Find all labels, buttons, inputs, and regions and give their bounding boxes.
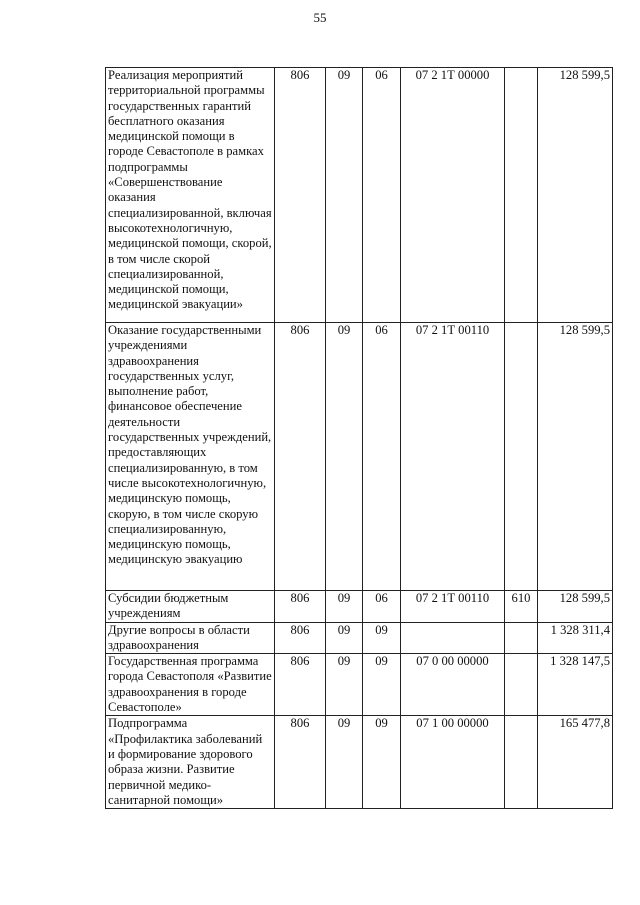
row-name: Государственная программа города Севастополя «Развитие здравоохранения в городе Севастополе» [106, 654, 275, 716]
row-expense-type: 610 [505, 591, 538, 623]
row-grbs: 806 [275, 591, 326, 623]
page-number: 55 [313, 10, 327, 25]
row-target-article: 07 2 1Т 00110 [401, 591, 505, 623]
row-name: Подпрограмма «Профилактика заболеваний и формирование здорового образа жизни. Развитие первичной медико-санитарной помощи» [106, 716, 275, 809]
row-target-article [401, 622, 505, 654]
row-grbs: 806 [275, 68, 326, 323]
table-row [106, 323, 613, 591]
row-section: 09 [326, 654, 363, 716]
table-row [106, 591, 613, 623]
row-sum: 128 599,5 [538, 323, 613, 591]
row-name: Другие вопросы в области здравоохранения [106, 622, 275, 654]
row-name: Оказание государственными учреждениями здравоохранения государственных услуг, выполнение работ, финансовое обеспечение деятельности государственных учреждений, предоставляющих специализированную, в том числе высокотехнологичную, медицинскую помощь, скорую, в том числе скорую специализированную, медицинскую помощь, медицинскую эвакуацию [106, 323, 275, 591]
table-row [106, 68, 613, 323]
row-target-article: 07 2 1Т 00110 [401, 323, 505, 591]
row-subsection: 09 [363, 622, 401, 654]
row-subsection: 09 [363, 654, 401, 716]
row-name: Реализация мероприятий территориальной программы государственных гарантий бесплатного оказания медицинской помощи в городе Севастополе в рамках подпрограммы «Совершенствование оказания специализированной, включая высокотехнологичную, медицинской помощи, скорой, в том числе скорой специализированной, медицинской помощи, медицинской эвакуации» [106, 68, 275, 323]
row-expense-type [505, 323, 538, 591]
row-sum: 165 477,8 [538, 716, 613, 809]
row-name: Субсидии бюджетным учреждениям [106, 591, 275, 623]
table-row [106, 622, 613, 654]
table-row [106, 654, 613, 716]
row-grbs: 806 [275, 323, 326, 591]
row-grbs: 806 [275, 654, 326, 716]
row-expense-type [505, 716, 538, 809]
row-grbs: 806 [275, 622, 326, 654]
row-section: 09 [326, 323, 363, 591]
row-section: 09 [326, 591, 363, 623]
row-subsection: 06 [363, 591, 401, 623]
row-sum: 128 599,5 [538, 68, 613, 323]
budget-table [105, 67, 613, 809]
row-grbs: 806 [275, 716, 326, 809]
row-subsection: 06 [363, 68, 401, 323]
row-target-article: 07 2 1Т 00000 [401, 68, 505, 323]
row-subsection: 06 [363, 323, 401, 591]
row-section: 09 [326, 68, 363, 323]
row-expense-type [505, 68, 538, 323]
row-sum: 1 328 147,5 [538, 654, 613, 716]
row-subsection: 09 [363, 716, 401, 809]
row-target-article: 07 0 00 00000 [401, 654, 505, 716]
row-section: 09 [326, 716, 363, 809]
row-sum: 1 328 311,4 [538, 622, 613, 654]
row-section: 09 [326, 622, 363, 654]
table-row [106, 716, 613, 809]
row-expense-type [505, 622, 538, 654]
row-target-article: 07 1 00 00000 [401, 716, 505, 809]
row-sum: 128 599,5 [538, 591, 613, 623]
row-expense-type [505, 654, 538, 716]
